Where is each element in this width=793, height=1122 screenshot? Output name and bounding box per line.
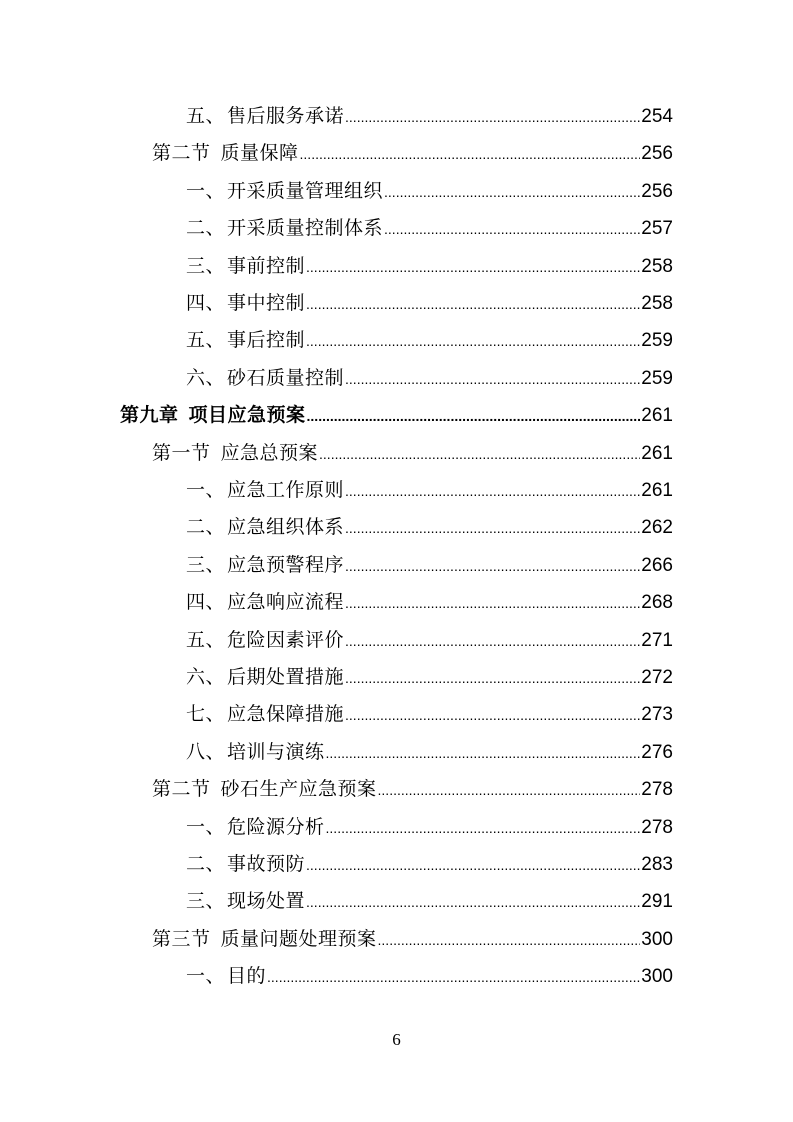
toc-entry-page: 261 <box>641 405 673 427</box>
toc-entry-item[interactable] <box>186 960 673 992</box>
toc-entry-label <box>186 811 325 843</box>
toc-entry-title: 应急保障措施 <box>227 703 345 726</box>
toc-entry-item[interactable] <box>186 511 673 543</box>
toc-entry-item[interactable] <box>186 362 673 394</box>
toc-dot-leader <box>384 176 640 208</box>
toc-entry-label <box>186 848 305 880</box>
toc-entry-number: 四、 <box>186 591 226 614</box>
toc-entry-number: 二、 <box>186 516 226 539</box>
toc-entry-number: 八、 <box>186 740 226 763</box>
toc-entry-label <box>186 549 344 581</box>
toc-dot-leader <box>345 475 640 507</box>
toc-dot-leader <box>306 288 640 320</box>
toc-entry-label <box>186 474 344 506</box>
toc-entry-item[interactable] <box>186 212 673 244</box>
toc-entry-item[interactable] <box>186 100 673 132</box>
toc-entry-title: 质量保障 <box>220 142 299 165</box>
toc-entry-page: 273 <box>641 704 673 726</box>
toc-entry-chapter[interactable] <box>120 399 673 431</box>
toc-dot-leader <box>319 438 640 470</box>
toc-entry-section[interactable] <box>152 773 673 805</box>
toc-entry-label <box>186 175 383 207</box>
toc-entry-page: 278 <box>641 779 673 801</box>
toc-entry-label <box>186 287 305 319</box>
toc-entry-number: 五、 <box>186 628 226 651</box>
toc-entry-title: 事后控制 <box>227 329 306 352</box>
toc-entry-item[interactable] <box>186 549 673 581</box>
toc-entry-item[interactable] <box>186 661 673 693</box>
toc-dot-leader <box>300 138 641 170</box>
toc-entry-title: 质量问题处理预案 <box>220 927 377 950</box>
toc-entry-title: 应急总预案 <box>220 441 319 464</box>
toc-entry-label <box>186 362 344 394</box>
toc-dot-leader <box>345 101 640 133</box>
toc-entry-title: 开采质量管理组织 <box>227 179 384 202</box>
toc-entry-page: 259 <box>641 330 673 352</box>
toc-entry-item[interactable] <box>186 848 673 880</box>
toc-entry-number: 六、 <box>186 366 226 389</box>
toc-entry-page: 259 <box>641 367 673 389</box>
toc-entry-item[interactable] <box>186 586 673 618</box>
toc-entry-title: 培训与演练 <box>227 740 325 763</box>
toc-entry-label <box>186 100 344 132</box>
toc-entry-number: 二、 <box>186 853 226 875</box>
toc-entry-number: 六、 <box>186 666 226 688</box>
toc-entry-title: 开采质量控制体系 <box>227 217 384 240</box>
page-number: 6 <box>392 1030 401 1049</box>
toc-entry-page: 276 <box>641 741 673 763</box>
toc-entry-item[interactable] <box>186 624 673 656</box>
toc-entry-page: 256 <box>641 180 673 202</box>
toc-entry-number: 一、 <box>186 815 226 838</box>
toc-dot-leader <box>306 251 640 283</box>
toc-dot-leader <box>326 812 641 844</box>
toc-entry-page: 262 <box>641 517 673 539</box>
toc-dot-leader <box>345 363 640 395</box>
toc-entry-title: 售后服务承诺 <box>227 105 345 127</box>
toc-entry-page: 266 <box>641 554 673 576</box>
toc-entry-number: 第二节 <box>152 778 211 801</box>
toc-entry-label <box>186 586 344 618</box>
toc-entry-number: 第九章 <box>120 404 179 427</box>
toc-entry-number: 三、 <box>186 890 226 913</box>
toc-entry-title: 砂石生产应急预案 <box>220 778 377 801</box>
toc-entry-label <box>186 624 344 656</box>
toc-entry-page: 283 <box>641 854 673 875</box>
toc-entry-item[interactable] <box>186 736 673 768</box>
toc-dot-leader <box>378 924 641 956</box>
toc-entry-title: 事故预防 <box>227 853 306 875</box>
toc-entry-page: 254 <box>641 106 673 127</box>
toc-entry-title: 后期处置措施 <box>227 666 345 688</box>
toc-dot-leader <box>307 400 641 432</box>
toc-entry-title: 应急响应流程 <box>227 591 345 614</box>
toc-entry-number: 一、 <box>186 479 226 501</box>
toc-entry-number: 三、 <box>186 553 226 576</box>
toc-entry-number: 第一节 <box>152 441 211 464</box>
toc-dot-leader <box>378 774 641 806</box>
toc-dot-leader <box>345 550 640 582</box>
toc-entry-item[interactable] <box>186 811 673 843</box>
toc-entry-number: 一、 <box>186 965 226 988</box>
toc-dot-leader <box>306 886 640 918</box>
toc-entry-number: 第三节 <box>152 927 211 950</box>
toc-entry-page: 258 <box>641 255 673 277</box>
toc-entry-page: 258 <box>641 293 673 314</box>
toc-entry-title: 目的 <box>227 965 267 988</box>
toc-entry-number: 三、 <box>186 254 226 277</box>
toc-entry-title: 事中控制 <box>227 292 306 314</box>
toc-entry-number: 五、 <box>186 329 226 352</box>
toc-entry-title: 危险因素评价 <box>227 628 345 651</box>
toc-dot-leader <box>326 737 641 769</box>
toc-entry-title: 砂石质量控制 <box>227 366 345 389</box>
toc-entry-label <box>186 250 305 282</box>
toc-entry-number: 五、 <box>186 105 226 127</box>
toc-entry-item[interactable] <box>186 287 673 319</box>
toc-entry-page: 291 <box>641 891 673 913</box>
toc-dot-leader <box>306 849 640 881</box>
toc-entry-label <box>120 399 306 431</box>
toc-entry-page: 257 <box>641 218 673 240</box>
toc-entry-page: 300 <box>641 966 673 988</box>
toc-dot-leader <box>345 699 640 731</box>
toc-entry-page: 278 <box>641 816 673 838</box>
toc-entry-section[interactable] <box>152 437 673 469</box>
toc-entry-label <box>186 736 325 768</box>
toc-entry-item[interactable] <box>186 474 673 506</box>
toc-entry-page: 300 <box>641 928 673 950</box>
toc-entry-number: 第二节 <box>152 142 211 165</box>
toc-entry-section[interactable] <box>152 923 673 955</box>
toc-entry-item[interactable] <box>186 250 673 282</box>
toc-entry-label <box>152 137 299 169</box>
toc-entry-item[interactable] <box>186 885 673 917</box>
toc-entry-label <box>186 661 344 693</box>
toc-entry-label <box>152 437 318 469</box>
toc-entry-number: 四、 <box>186 292 226 314</box>
toc-entry-label <box>186 960 266 992</box>
toc-entry-page: 268 <box>641 592 673 614</box>
toc-entry-label <box>186 885 305 917</box>
toc-entry-number: 七、 <box>186 703 226 726</box>
toc-entry-label <box>186 212 383 244</box>
toc-entry-number: 一、 <box>186 179 226 202</box>
toc-entry-item[interactable] <box>186 698 673 730</box>
toc-entry-label <box>186 698 344 730</box>
toc-entry-page: 271 <box>641 629 673 651</box>
toc-entry-page: 256 <box>641 143 673 165</box>
toc-entry-title: 应急工作原则 <box>227 479 345 501</box>
toc-entry-label <box>186 511 344 543</box>
toc-dot-leader <box>267 961 640 993</box>
toc-dot-leader <box>345 512 640 544</box>
toc-entry-number: 二、 <box>186 217 226 240</box>
toc-entry-title: 应急预警程序 <box>227 553 345 576</box>
toc-dot-leader <box>384 213 640 245</box>
toc-entry-label <box>186 324 305 356</box>
toc-entry-page: 272 <box>641 667 673 688</box>
toc-entry-title: 现场处置 <box>227 890 306 913</box>
toc-entry-title: 危险源分析 <box>227 815 325 838</box>
toc-entry-title: 事前控制 <box>227 254 306 277</box>
toc-entry-title: 应急组织体系 <box>227 516 345 539</box>
toc-dot-leader <box>345 625 640 657</box>
toc-entry-item[interactable] <box>186 175 673 207</box>
toc-entry-title: 项目应急预案 <box>188 404 306 427</box>
toc-entry-label <box>152 773 377 805</box>
toc-dot-leader <box>345 587 640 619</box>
toc-entry-section[interactable] <box>152 137 673 169</box>
toc-entry-page: 261 <box>641 442 673 464</box>
toc-entry-label <box>152 923 377 955</box>
toc-entry-page: 261 <box>641 480 673 501</box>
toc-dot-leader <box>345 662 640 694</box>
toc-entry-item[interactable] <box>186 324 673 356</box>
toc-dot-leader <box>306 325 640 357</box>
